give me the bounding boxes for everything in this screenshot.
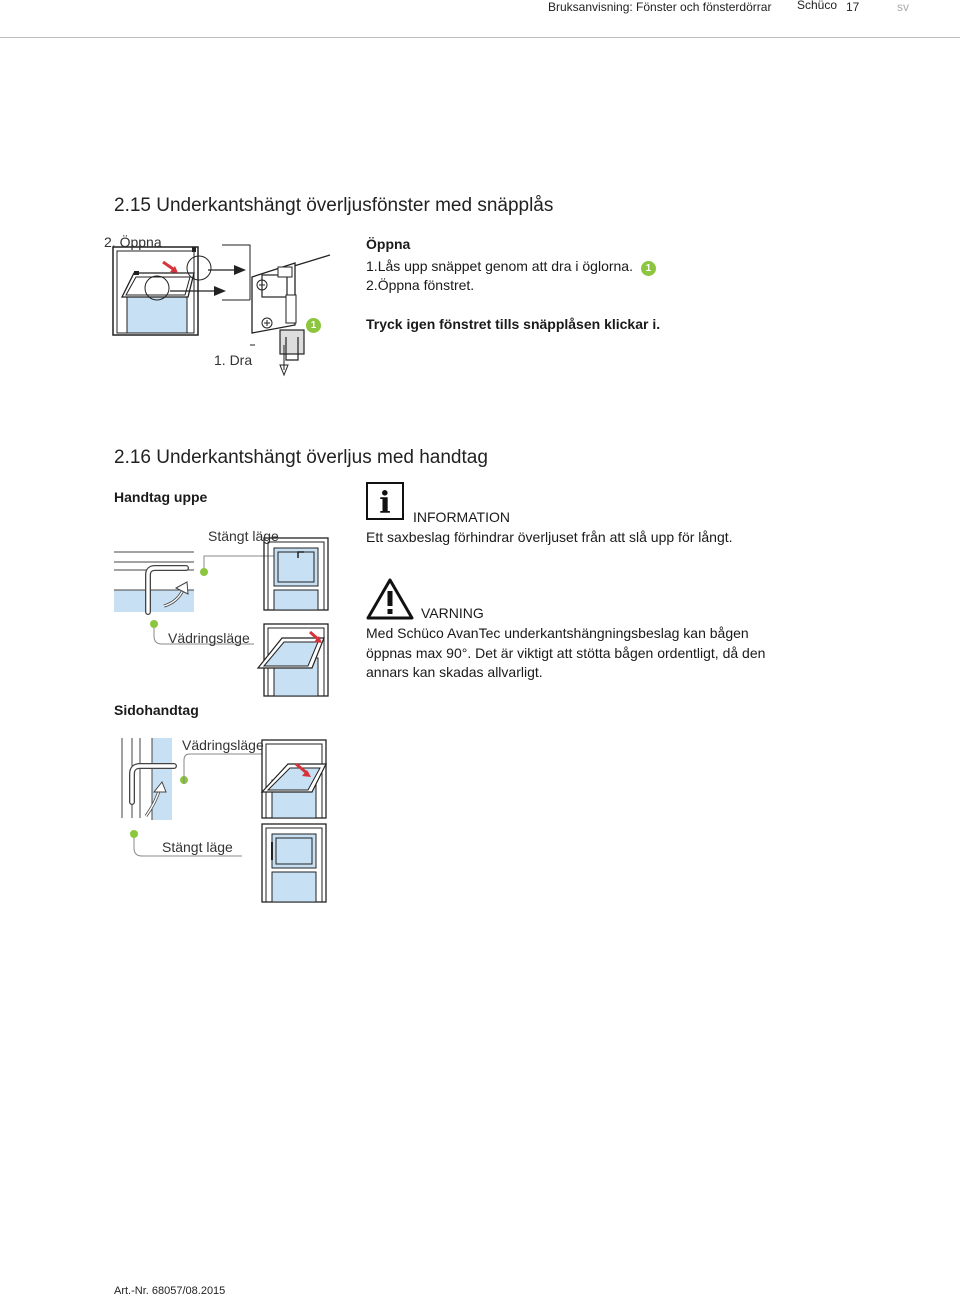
step-2-text: Öppna fönstret. <box>377 277 475 293</box>
warning-line-1: Med Schüco AvanTec underkantshängningsbeslag kan bågen <box>366 625 749 641</box>
page-number: 17 <box>846 0 860 14</box>
step-1 <box>366 258 656 276</box>
step-2 <box>366 277 474 293</box>
info-text: Ett saxbeslag förhindrar överljuset från att slå upp för långt. <box>366 529 733 545</box>
info-title: INFORMATION <box>413 509 510 525</box>
step-2-number: 2. <box>366 277 378 293</box>
close-note: Tryck igen fönstret tills snäpplåsen klickar i. <box>366 316 661 332</box>
handle-top-heading: Handtag uppe <box>114 489 208 505</box>
warning-icon <box>366 578 414 620</box>
header-divider <box>0 37 960 38</box>
document-title: Bruksanvisning: Fönster och fönsterdörrar <box>548 0 772 14</box>
brand-name: Schüco <box>797 0 838 12</box>
section-title-2-16: 2.16 Underkantshängt överljus med handtag <box>114 447 488 468</box>
step-1-number: 1. <box>366 258 378 274</box>
svg-text:i: i <box>379 486 391 518</box>
side-vent-label: Vädringsläge <box>182 737 264 753</box>
vent-position-label: Vädringsläge <box>168 630 250 646</box>
warning-line-2: öppnas max 90°. Det är viktigt att stötta bågen ordentligt, då den <box>366 645 766 661</box>
step-1-text: Lås upp snäppet genom att dra i öglorna. <box>377 258 633 274</box>
warning-line-3: annars kan skadas allvarligt. <box>366 664 543 680</box>
language-code: sv <box>897 0 909 14</box>
side-handle-figure <box>112 730 342 910</box>
figure-label-pull: 1. Dra <box>214 352 253 368</box>
top-handle-figure <box>112 520 342 700</box>
side-handle-heading: Sidohandtag <box>114 702 199 718</box>
callout-badge: 1 <box>306 318 321 333</box>
step-1-callout: 1 <box>641 261 656 276</box>
closed-position-label: Stängt läge <box>208 528 279 544</box>
side-closed-label: Stängt läge <box>162 839 233 855</box>
figure-label-open: 2. Öppna <box>104 234 162 250</box>
warning-title: VARNING <box>421 605 484 621</box>
open-heading: Öppna <box>366 236 411 252</box>
article-number: Art.-Nr. 68057/08.2015 <box>114 1285 226 1297</box>
section-title-2-15: 2.15 Underkantshängt överljusfönster med snäpplås <box>114 195 554 216</box>
info-icon <box>366 482 404 520</box>
